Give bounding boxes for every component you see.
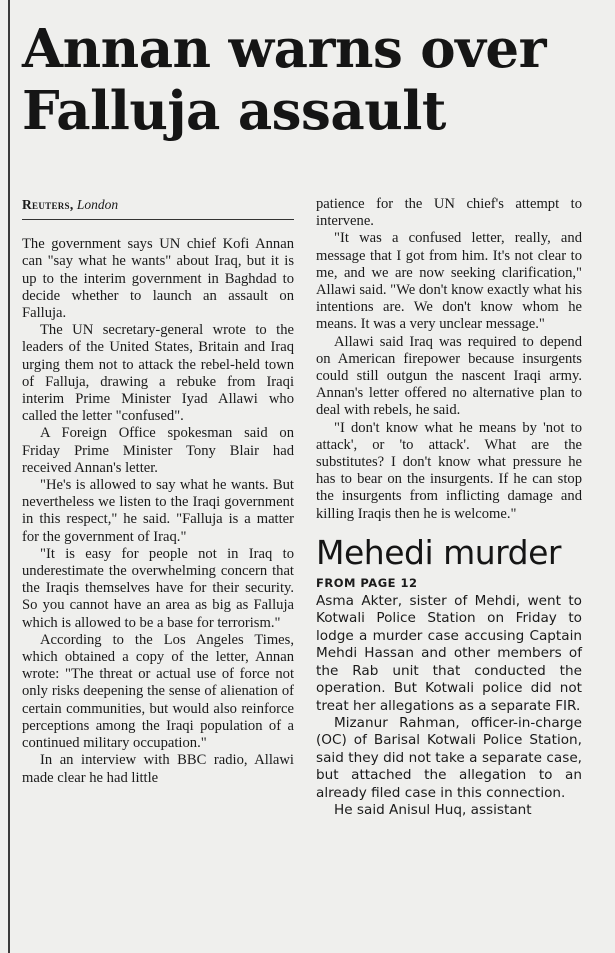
next-headline-fragment — [22, 942, 182, 953]
paragraph-continued: patience for the UN chief's attempt to intervene. — [316, 196, 582, 230]
byline-location: London — [76, 197, 119, 212]
paragraph: Mizanur Rahman, officer-in-charge (OC) of Barisal Kotwali Police Station, said they did not take a separate case, but attached the allegation to an already filed case in this connection. — [316, 714, 582, 801]
paragraph: "It was a confused letter, really, and message that I got from him. It's not clear to me, and we are now seeking clarification," Allawi said. "We don't know exactly what his intentions are. We don't know whom he means. It was a very unclear message." — [316, 230, 582, 333]
column-rule — [8, 0, 10, 953]
mehedi-subhead: Mehedi murder — [316, 532, 561, 572]
paragraph: "He's is allowed to say what he wants. But nevertheless we listen to the Iraqi government in this respect," he said. "Falluja is a matter for the government of Iraq." — [22, 477, 294, 545]
paragraph: In an interview with BBC radio, Allawi made clear he had little — [22, 752, 294, 786]
paragraph: The UN secretary-general wrote to the leaders of the United States, Britain and Iraq urging them not to attack the rebel-held town of Falluja, drawing a rebuke from Iraqi interim Prime Minister Iyad Allawi who called the letter "confused". — [22, 322, 294, 425]
paragraph: "I don't know what he means by 'not to attack', or 'to attack'. What are the substitutes? I don't know what pressure he has to bear on the insurgents. If he can stop the insurgents from inflicting damage and killing Iraqis then he is welcome." — [316, 419, 582, 522]
paragraph: A Foreign Office spokesman said on Friday Prime Minister Tony Blair had received Annan's letter. — [22, 425, 294, 476]
article-right-column — [316, 196, 582, 819]
article-left-column — [22, 196, 294, 787]
paragraph: He said Anisul Huq, assistant — [334, 801, 532, 818]
byline — [22, 196, 294, 220]
paragraph: "It is easy for people not in Iraq to underestimate the overwhelming concern that the Iraqis themselves have for their security. So you cannot have an area as big as Falluja which is allowed to be a base for terrorism." — [22, 545, 294, 631]
mehedi-story — [316, 593, 582, 819]
paragraph: Allawi said Iraq was required to depend on American firepower because insurgents could still outgun the nascent Iraqi army. Annan's letter offered no alternative plan to deal with rebels, he said. — [316, 333, 582, 419]
paragraph: According to the Los Angeles Times, which obtained a copy of the letter, Annan wrote: "The threat or actual use of force not only risks deepening the sense of alienation of certain communities, but would also reinforce perceptions among the Iraqi population of a continued military occupation." — [22, 631, 294, 752]
jump-line: FROM PAGE 12 — [316, 575, 418, 590]
paragraph: Asma Akter, sister of Mehdi, went to Kotwali Police Station on Friday to lodge a murder case accusing Captain Mehdi Hassan and other members of the Rab unit that conducted the operation. But Kotwali police did not treat her allegations as a separate FIR. — [316, 593, 582, 714]
headline: Annan warns over Falluja assault — [22, 18, 547, 142]
paragraph: The government says UN chief Kofi Annan can "say what he wants" about Iraq, but it is up to the interim government in Baghdad to decide whether to launch an assault on Falluja. — [22, 236, 294, 322]
byline-agency: Reuters, — [22, 197, 74, 212]
